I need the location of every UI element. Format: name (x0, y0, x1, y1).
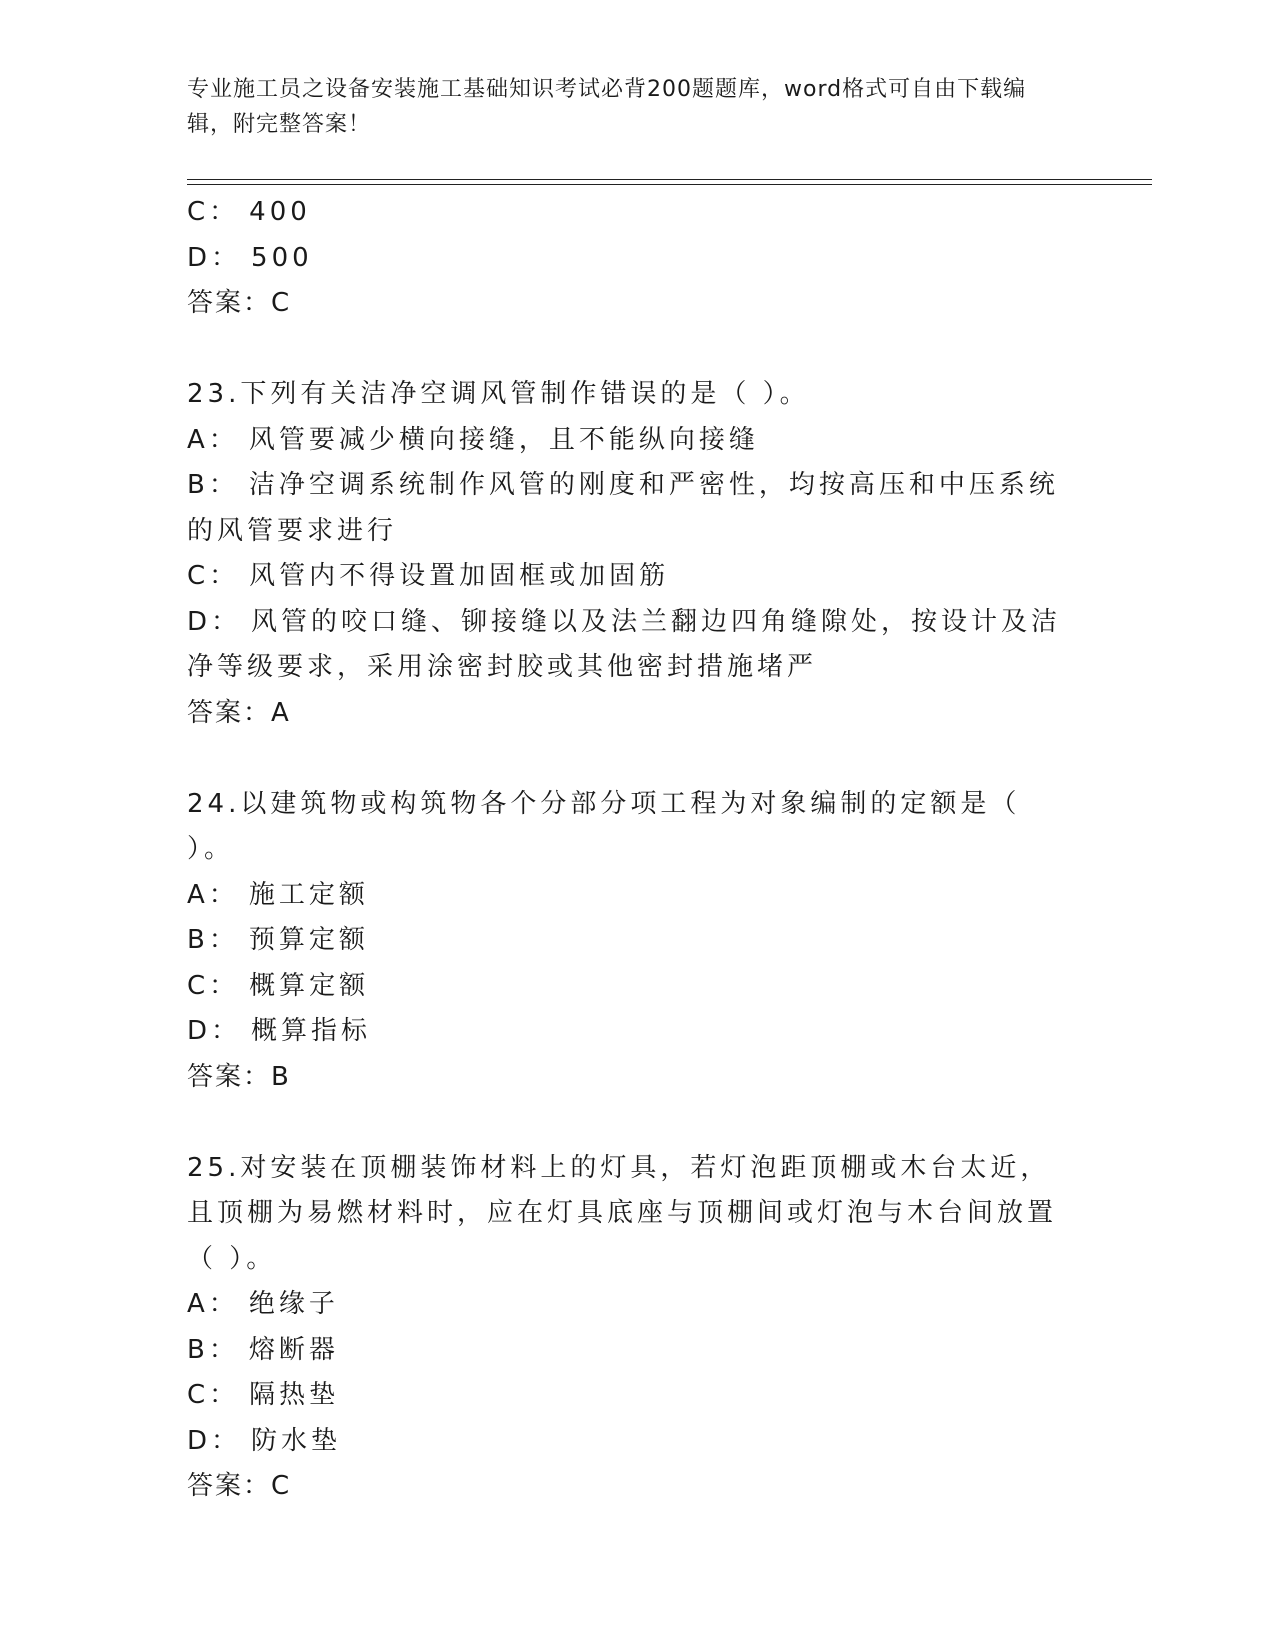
option-text: 预算定额 (248, 925, 369, 955)
option-letter: B (187, 470, 209, 500)
answer-label: 答案： (187, 697, 272, 728)
option-text: 防水垫 (251, 1425, 342, 1456)
option-text: 隔热垫 (249, 1380, 340, 1410)
option-text: 绝缘子 (248, 1289, 339, 1319)
header-rule-bottom (187, 184, 1152, 185)
answer-line (187, 1055, 1067, 1101)
option-b: B： 洁净空调系统制作风管的刚度和严密性，均按高压和中压系统的风管要求进行 (187, 470, 1059, 546)
answer-line (187, 1464, 1067, 1510)
answer-line (187, 281, 1067, 327)
header-rule-top (187, 179, 1152, 180)
prev-question-tail (187, 190, 1067, 327)
answer-value: C (271, 288, 292, 318)
header-title: 专业施工员之设备安装施工基础知识考试必背200题题库，word格式可自由下载编辑，附完整答案！ (187, 77, 1027, 137)
answer-label: 答案： (187, 1061, 272, 1092)
option-c: C： 隔热垫 (187, 1380, 340, 1410)
answer-value: A (271, 697, 291, 728)
option-b: B： 熔断器 (187, 1334, 339, 1365)
option-text: 风管的咬口缝、铆接缝以及法兰翻边四角缝隙处，按设计及洁净等级要求，采用涂密封胶或其他密封措施堵严 (187, 606, 1062, 682)
option-a: A： 风管要减少横向接缝，且不能纵向接缝 (187, 424, 759, 455)
option-text: 概算指标 (251, 1016, 372, 1046)
option-c: C： 风管内不得设置加固框或加固筋 (187, 561, 670, 591)
option-letter: D (187, 1016, 212, 1046)
option-b: B： 预算定额 (187, 925, 369, 955)
question-stem: 24.以建筑物或构筑物各个分部分项工程为对象编制的定额是（ ）。 (187, 788, 1021, 864)
option-text: 概算定额 (249, 970, 370, 1001)
option-letter: A (187, 1289, 209, 1319)
question-stem: 25.对安装在顶棚装饰材料上的灯具，若灯泡距顶棚或木台太近，且顶棚为易燃材料时，应在灯具底座与顶棚间或灯泡与木台间放置（ ）。 (187, 1152, 1058, 1274)
option-d: D： 500 (187, 242, 313, 273)
option-letter: D (187, 606, 212, 637)
option-letter: D (187, 242, 212, 273)
answer-value: B (271, 1061, 291, 1092)
option-letter: C (187, 197, 210, 227)
option-text: 500 (251, 242, 313, 273)
option-text: 风管要减少横向接缝，且不能纵向接缝 (248, 424, 759, 455)
answer-value: C (271, 1471, 292, 1501)
answer-label: 答案： (187, 288, 272, 318)
option-letter: A (187, 424, 209, 455)
answer-label: 答案： (187, 1471, 272, 1501)
option-letter: C (187, 1380, 210, 1410)
option-letter: B (187, 1334, 209, 1365)
option-d: D： 防水垫 (187, 1425, 342, 1456)
option-text: 400 (249, 197, 311, 227)
option-letter: A (187, 879, 209, 910)
option-text: 施工定额 (248, 879, 369, 910)
question-24 (187, 782, 1067, 1101)
option-text: 熔断器 (248, 1334, 339, 1365)
question-stem: 23.下列有关洁净空调风管制作错误的是（ ）。 (187, 379, 810, 409)
option-c: C： 400 (187, 197, 311, 227)
option-letter: C (187, 561, 210, 591)
question-23 (187, 372, 1067, 736)
option-d: D： 风管的咬口缝、铆接缝以及法兰翻边四角缝隙处，按设计及洁净等级要求，采用涂密封胶或其他密封措施堵严 (187, 606, 1062, 682)
option-letter: D (187, 1425, 212, 1456)
option-c: C： 概算定额 (187, 970, 370, 1001)
option-a: A： 绝缘子 (187, 1289, 339, 1319)
option-text: 洁净空调系统制作风管的刚度和严密性，均按高压和中压系统的风管要求进行 (187, 470, 1059, 546)
option-a: A： 施工定额 (187, 879, 369, 910)
option-text: 风管内不得设置加固框或加固筋 (249, 561, 670, 591)
option-d: D： 概算指标 (187, 1016, 372, 1046)
question-25 (187, 1146, 1067, 1510)
answer-line (187, 691, 1067, 737)
question-list (187, 190, 1067, 1510)
option-letter: C (187, 970, 210, 1001)
page-header (187, 72, 1067, 142)
option-letter: B (187, 925, 209, 955)
